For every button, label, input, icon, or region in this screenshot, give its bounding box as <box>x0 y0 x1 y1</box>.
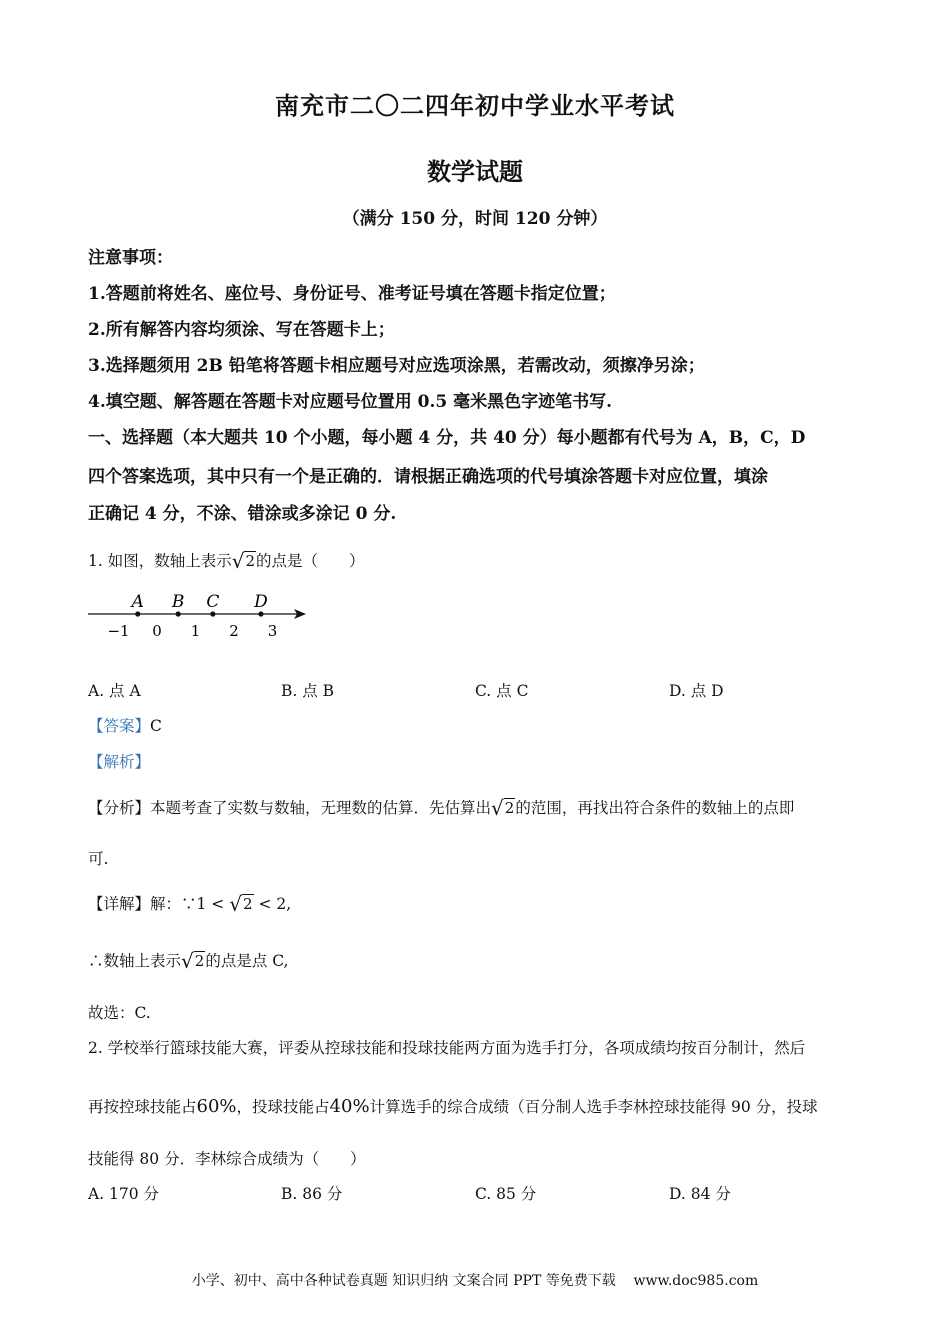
detail-text: 【详解】解：∵ <box>88 895 197 913</box>
q2-option-d: D. 84 分 <box>669 1185 731 1203</box>
q1-choice: 故选：C. <box>88 1004 151 1022</box>
point-marker <box>176 611 181 616</box>
q2-stem-end: 技能得 80 分．李林综合成绩为（ ） <box>88 1150 366 1168</box>
point-label: A <box>131 592 144 612</box>
q2-percent: 40% <box>329 1096 370 1117</box>
q1-analysis-cont: 可. <box>88 850 109 868</box>
point-label: C <box>206 592 220 612</box>
q1-detail <box>88 892 291 916</box>
exam-title: 南充市二〇二四年初中学业水平考试 <box>275 91 675 120</box>
q2-option-a: A. 170 分 <box>88 1185 160 1203</box>
exam-info: （满分 150 分，时间 120 分钟） <box>342 209 608 229</box>
detail-text: , <box>286 895 292 913</box>
q1-answer <box>88 714 162 736</box>
answer-value: C <box>150 717 162 735</box>
note-item: 1.答题前将姓名、座位号、身份证号、准考证号填在答题卡指定位置； <box>88 284 616 304</box>
answer-tag: 【答案】 <box>88 717 151 735</box>
q2-option-b: B. 86 分 <box>281 1185 343 1203</box>
note-item: 4.填空题、解答题在答题卡对应题号位置用 0.5 毫米黑色字迹笔书写. <box>88 392 613 412</box>
q1-option-c: C. 点 C <box>475 682 529 700</box>
q2-percent: 60% <box>196 1096 237 1117</box>
sqrt-expression: √2 <box>231 549 256 573</box>
section-heading: 一、选择题（本大题共 10 个小题，每小题 4 分，共 40 分）每小题都有代号为 A，B，C，D <box>88 428 806 448</box>
exam-subtitle: 数学试题 <box>427 157 523 186</box>
tick-label: 3 <box>267 622 278 640</box>
point-label: D <box>254 592 268 612</box>
sqrt-expression: √2 <box>229 892 253 916</box>
conclusion-text: ∴数轴上表示 <box>88 952 182 970</box>
q1-stem <box>88 549 365 573</box>
q2-stem: 2. 学校举行篮球技能大赛，评委从控球技能和投球技能两方面为选手打分，各项成绩均按百分制计，然后 <box>88 1039 806 1057</box>
tick-label: 1 <box>190 622 201 640</box>
point-marker <box>210 611 215 616</box>
analysis-text: 的范围，再找出符合条件的数轴上的点即 <box>515 799 795 817</box>
q1-stem-text: 1. 如图，数轴上表示 <box>88 552 232 570</box>
q2-text: 再按控球技能占 <box>88 1098 197 1116</box>
tick-label: 0 <box>152 622 162 640</box>
q1-stem-text: 的点是（ ） <box>256 552 365 570</box>
q2-text: ，投球技能占 <box>236 1098 330 1116</box>
q1-option-d: D. 点 D <box>669 682 724 700</box>
footer-link[interactable]: www.doc985.com <box>633 1273 759 1289</box>
q2-text: 计算选手的综合成绩（百分制人选手李林控球技能得 90 分，投球 <box>369 1098 818 1116</box>
q1-conclusion <box>88 949 288 973</box>
section-text: 正确记 4 分，不涂、错涂或多涂记 0 分. <box>88 504 397 524</box>
point-marker <box>135 611 140 616</box>
number-line-ticks <box>107 622 277 640</box>
analysis-text: 【分析】本题考查了实数与数轴，无理数的估算．先估算出 <box>88 799 492 817</box>
q1-analysis <box>88 796 794 820</box>
section-text: 四个答案选项，其中只有一个是正确的．请根据正确选项的代号填涂答题卡对应位置，填涂 <box>88 467 768 487</box>
tick-label: 2 <box>229 622 239 640</box>
point-marker <box>258 611 263 616</box>
sqrt-expression: √2 <box>491 796 515 820</box>
note-item: 3.选择题须用 2B 铅笔将答题卡相应题号对应选项涂黑，若需改动，须擦净另涂； <box>88 356 705 376</box>
sqrt-arg: 2 <box>245 552 256 570</box>
q1-option-b: B. 点 B <box>281 682 335 700</box>
notes-heading: 注意事项： <box>88 248 173 268</box>
number-line <box>84 588 314 644</box>
tick-label: −1 <box>107 622 130 640</box>
sqrt-arg: 2 <box>242 895 253 913</box>
inequality-left: 1 < <box>196 895 225 913</box>
inequality-right: < 2 <box>258 895 287 913</box>
sqrt-expression: √2 <box>181 949 205 973</box>
sqrt-arg: 2 <box>504 799 515 817</box>
number-line-points <box>130 592 269 617</box>
sqrt-arg: 2 <box>194 952 205 970</box>
q1-option-a: A. 点 A <box>88 682 141 700</box>
q2-option-c: C. 85 分 <box>475 1185 537 1203</box>
page-footer <box>0 1270 950 1290</box>
q2-stem-cont <box>88 1095 818 1117</box>
footer-text: 小学、初中、高中各种试卷真题 知识归纳 文案合同 PPT 等免费下载 <box>191 1273 616 1289</box>
conclusion-text: 的点是点 C, <box>205 952 289 970</box>
analysis-tag: 【解析】 <box>88 753 151 771</box>
point-label: B <box>171 592 185 612</box>
note-item: 2.所有解答内容均须涂、写在答题卡上； <box>88 320 395 340</box>
